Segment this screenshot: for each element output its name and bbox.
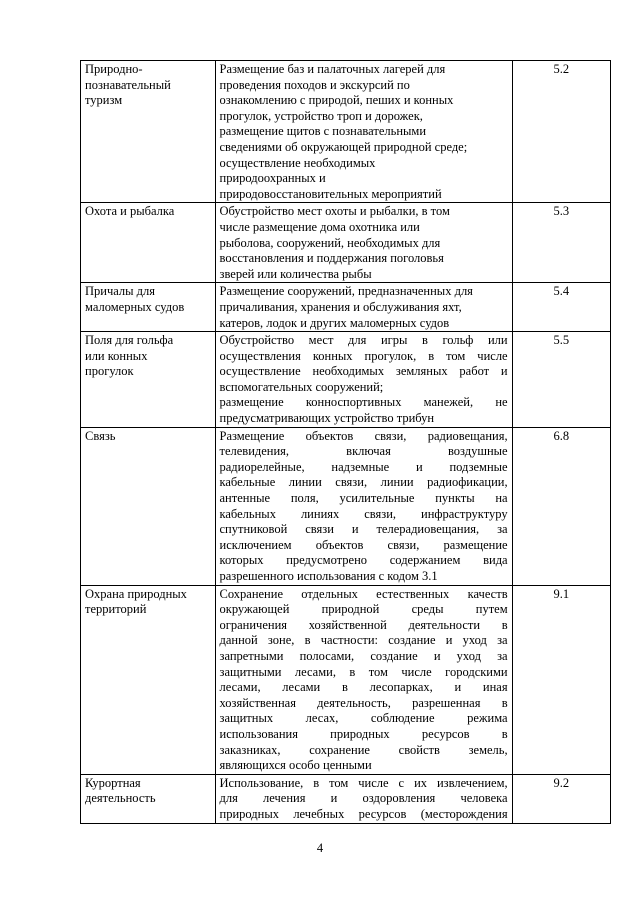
use-type-description-line: окружающей природной среды путем — [219, 602, 508, 617]
use-type-description-line: хозяйственная деятельность, разрешенная в — [219, 695, 508, 710]
use-type-description-line: использования природных ресурсов в — [219, 726, 508, 741]
use-type-description-line: исключением объектов связи, размещение — [219, 537, 508, 552]
use-type-description-line: Обустройство мест для игры в гольф или — [219, 333, 508, 348]
use-type-description-line: радиорелейные, надземные и подземные — [219, 459, 508, 474]
use-type-description-line: защитными лесами, в том числе городскими — [219, 664, 508, 679]
page-number: 4 — [316, 841, 324, 855]
table-body — [81, 61, 611, 824]
use-type-description-line: сведениями об окружающей природной среде; — [219, 139, 468, 154]
use-type-description-line: Обустройство мест охоты и рыбалки, в том — [219, 204, 450, 219]
use-type-name-line: прогулок — [85, 364, 134, 379]
use-type-description-line: рыболова, сооружений, необходимых для — [219, 235, 441, 250]
use-type-name-line: или конных — [85, 348, 148, 363]
use-type-description-line: прогулок, устройство троп и дорожек, — [219, 108, 423, 123]
use-type-description-line: защитных лесах, соблюдение режима — [219, 711, 508, 726]
use-type-description-line: разрешенного использования с кодом 3.1 — [219, 569, 438, 583]
use-type-code-cell: 6.8 — [512, 427, 610, 585]
table-row — [81, 61, 611, 203]
use-type-code-cell: 5.5 — [512, 332, 610, 428]
use-type-description-line: которых предусмотрено содержанием вида — [219, 553, 508, 568]
use-type-name-cell — [81, 774, 216, 823]
use-type-name-line: Связь — [85, 428, 116, 443]
use-type-description-line: природовосстановительных мероприятий — [219, 186, 442, 201]
use-type-description-line: Размещение баз и палаточных лагерей для — [219, 62, 446, 76]
use-type-name-line: Курортная — [85, 775, 141, 790]
use-type-name-line: Охрана природных — [85, 586, 187, 601]
use-type-description-line: данной зоне, в частности: создание и уход за — [219, 633, 508, 648]
use-type-description-line: восстановления и поддержания поголовья — [219, 251, 444, 266]
use-type-description-line: предусматривающих устройство трибун — [219, 411, 435, 426]
use-type-description-cell — [215, 283, 512, 332]
use-type-description-line: спутниковой связи и телерадиовещания, за — [219, 522, 508, 537]
use-type-description-line: ограничения хозяйственной деятельности в — [219, 617, 508, 632]
use-type-description-cell — [215, 427, 512, 585]
use-type-description-line: осуществление необходимых — [219, 155, 376, 170]
use-type-name-cell — [81, 61, 216, 203]
table-row — [81, 332, 611, 428]
use-type-description-line: для лечения и оздоровления человека — [219, 791, 508, 806]
use-type-code-cell: 9.2 — [512, 774, 610, 823]
use-type-description-line: осуществления конных прогулок, в том числе — [219, 348, 508, 363]
use-type-description-line: Размещение объектов связи, радиовещания, — [219, 428, 508, 443]
use-type-name-line: познавательный — [85, 77, 171, 92]
use-type-name-cell — [81, 585, 216, 774]
use-type-name-line: Причалы для — [85, 284, 156, 299]
land-use-table — [80, 60, 611, 824]
use-type-description-line: Использование, в том числе с их извлечением, — [219, 775, 508, 790]
table-row — [81, 427, 611, 585]
use-type-description-line: антенные поля, усилительные пункты на — [219, 491, 508, 506]
use-type-description-line: размещение щитов с познавательными — [219, 124, 427, 139]
use-type-description-line: катеров, лодок и других маломерных судов — [219, 315, 450, 330]
use-type-description-line: причаливания, хранения и обслуживания яхт, — [219, 299, 462, 314]
use-type-description-cell — [215, 203, 512, 283]
use-type-description-cell — [215, 774, 512, 823]
use-type-description-line: кабельных линиях связи, инфраструктуру — [219, 506, 508, 521]
use-type-description-line: зверей или количества рыбы — [219, 266, 372, 281]
use-type-code-cell: 5.2 — [512, 61, 610, 203]
use-type-name-line: территорий — [85, 602, 147, 617]
use-type-code-cell: 5.4 — [512, 283, 610, 332]
table-row — [81, 283, 611, 332]
use-type-description-line: лесами, лесами в лесопарках, и иная — [219, 680, 508, 695]
use-type-description-line: ознакомлению с природой, пеших и конных — [219, 93, 454, 108]
use-type-description-line: Размещение сооружений, предназначенных для — [219, 284, 473, 299]
use-type-name-line: Поля для гольфа — [85, 333, 174, 348]
use-type-name-cell — [81, 203, 216, 283]
use-type-name-line: маломерных судов — [85, 299, 185, 314]
use-type-description-cell — [215, 332, 512, 428]
use-type-name-line: Природно- — [85, 62, 143, 76]
use-type-description-line: природоохранных и — [219, 171, 326, 186]
use-type-description-cell — [215, 61, 512, 203]
use-type-name-cell — [81, 427, 216, 585]
use-type-description-line: телевидения, включая воздушные — [219, 444, 508, 459]
use-type-code-cell: 5.3 — [512, 203, 610, 283]
use-type-description-line: числе размещение дома охотника или — [219, 219, 420, 234]
use-type-name-line: Охота и рыбалка — [85, 204, 175, 219]
use-type-description-line: природных лечебных ресурсов (месторождения — [219, 806, 508, 821]
use-type-description-line: заказниках, сохранение свойств земель, — [219, 742, 508, 757]
use-type-code-cell: 9.1 — [512, 585, 610, 774]
use-type-name-cell — [81, 332, 216, 428]
use-type-name-line: туризм — [85, 93, 123, 108]
use-type-description-line: проведения походов и экскурсий по — [219, 77, 410, 92]
use-type-description-line: кабельные линии связи, линии радиофикации, — [219, 475, 508, 490]
use-type-description-line: размещение конноспортивных манежей, не — [219, 395, 508, 410]
use-type-description-line: Сохранение отдельных естественных качеств — [219, 586, 508, 601]
use-type-name-cell — [81, 283, 216, 332]
use-type-description-line: вспомогательных сооружений; — [219, 379, 384, 394]
use-type-description-cell — [215, 585, 512, 774]
table-row — [81, 774, 611, 823]
table-row — [81, 585, 611, 774]
use-type-description-line: осуществление необходимых земляных работ и — [219, 364, 508, 379]
use-type-description-line: являющихся особо ценными — [219, 758, 372, 773]
table-row — [81, 203, 611, 283]
use-type-name-line: деятельность — [85, 791, 156, 806]
use-type-description-line: запретными полосами, создание и уход за — [219, 648, 508, 663]
